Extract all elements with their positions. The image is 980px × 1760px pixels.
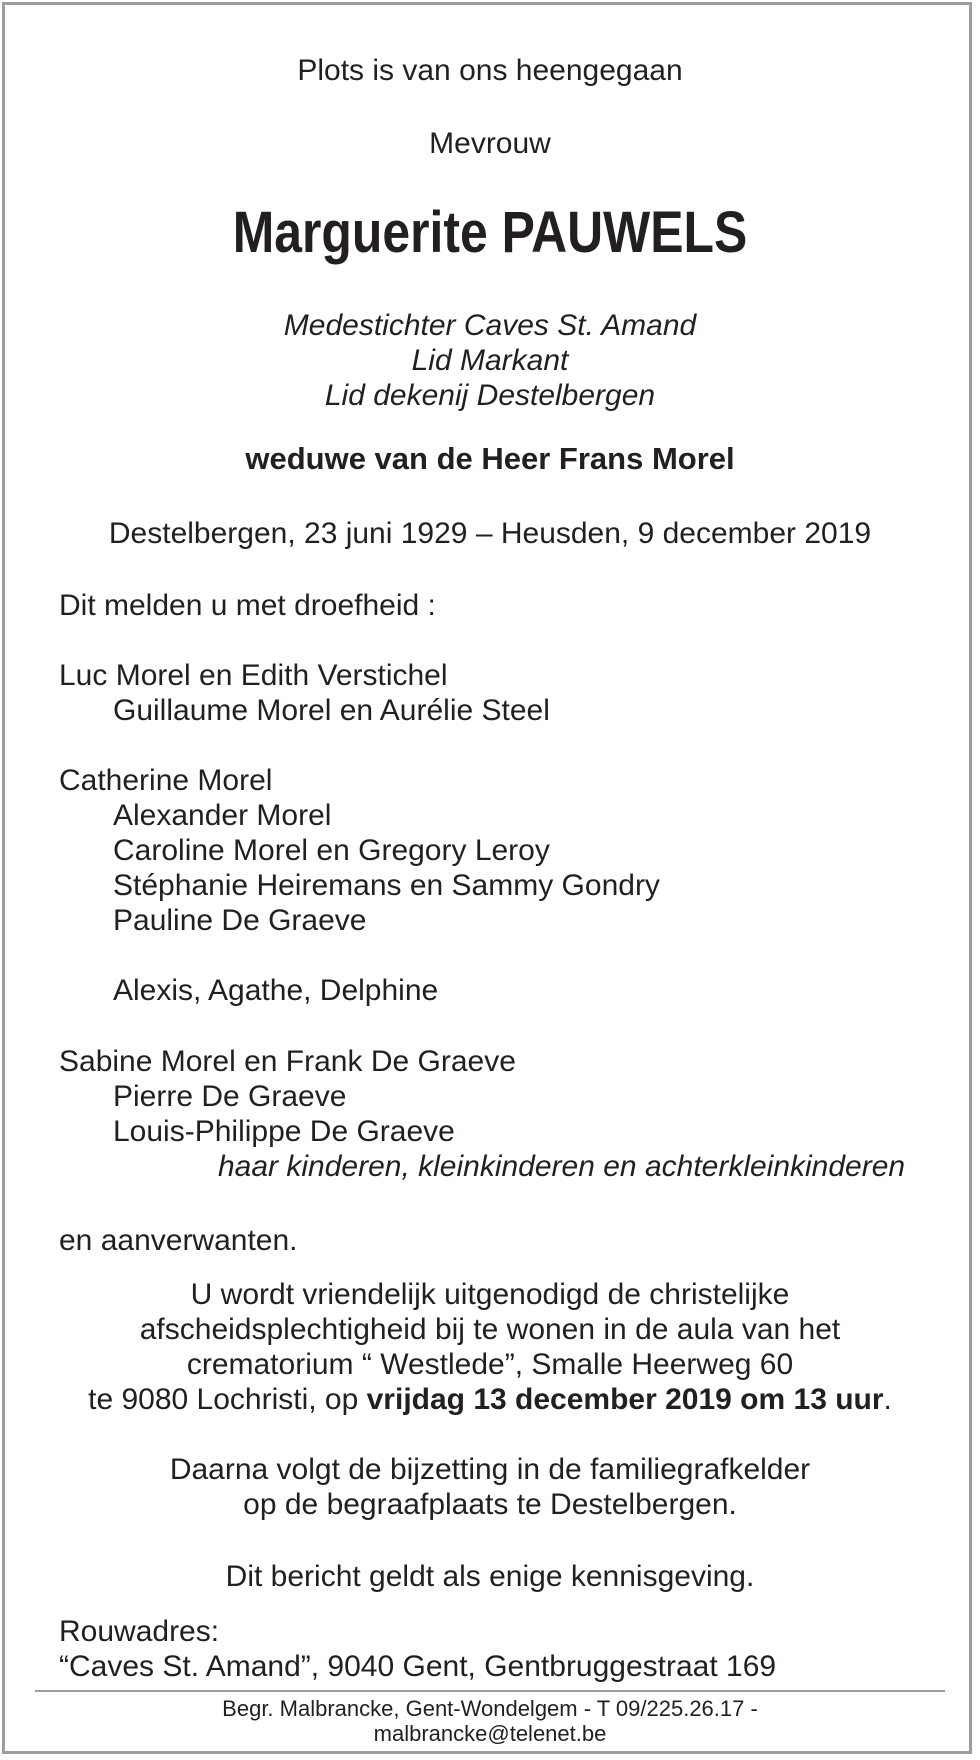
ceremony-location: te 9080 Lochristi, op <box>88 1383 367 1416</box>
family-member: Stéphanie Heiremans en Sammy Gondry <box>113 869 660 902</box>
ceremony-line: afscheidsplechtigheid bij te wonen in de aula van het <box>139 1313 841 1346</box>
notice-line: Dit bericht geldt als enige kennisgeving. <box>225 1560 755 1593</box>
intro-text: Plots is van ons heengegaan <box>297 54 683 87</box>
family-head: Sabine Morel en Frank De Graeve <box>59 1045 516 1078</box>
family-member: Pierre De Graeve <box>113 1080 347 1113</box>
family-head: Catherine Morel <box>59 764 273 797</box>
deceased-name: Marguerite PAUWELS <box>232 200 748 265</box>
role-line: Lid dekenij Destelbergen <box>324 379 656 412</box>
family-member: Alexander Morel <box>113 799 332 832</box>
footer-line: Begr. Malbrancke, Gent-Wondelgem - T 09/225.26.17 - <box>222 1696 758 1721</box>
life-dates: Destelbergen, 23 juni 1929 – Heusden, 9 december 2019 <box>108 517 872 550</box>
footer-email: malbrancke@telenet.be <box>373 1721 607 1746</box>
ceremony-date: vrijdag 13 december 2019 om 13 uur <box>366 1383 884 1416</box>
salutation: Mevrouw <box>429 127 551 160</box>
widow-of-line: weduwe van de Heer Frans Morel <box>245 441 735 476</box>
relatives-line: en aanverwanten. <box>59 1224 298 1257</box>
ceremony-line: U wordt vriendelijk uitgenodigd de christelijke <box>190 1278 790 1311</box>
ceremony-period: . <box>883 1383 892 1416</box>
ceremony-line: crematorium “ Westlede”, Smalle Heerweg 60 <box>186 1348 794 1381</box>
family-member: Caroline Morel en Gregory Leroy <box>113 834 550 867</box>
role-line: Lid Markant <box>411 344 569 377</box>
burial-line: op de begraafplaats te Destelbergen. <box>243 1488 737 1521</box>
family-head: Luc Morel en Edith Verstichel <box>59 659 448 692</box>
family-member: Guillaume Morel en Aurélie Steel <box>113 694 550 727</box>
address-value: “Caves St. Amand”, 9040 Gent, Gentbruggestraat 169 <box>59 1650 777 1683</box>
ceremony-datetime-line <box>0 1382 980 1418</box>
family-member: Louis-Philippe De Graeve <box>113 1115 455 1148</box>
family-member: Pauline De Graeve <box>113 904 367 937</box>
role-line: Medestichter Caves St. Amand <box>283 309 697 342</box>
burial-line: Daarna volgt de bijzetting in de familiegrafkelder <box>169 1453 811 1486</box>
announcement: Dit melden u met droefheid : <box>59 589 436 622</box>
address-label: Rouwadres: <box>59 1615 220 1648</box>
great-grandchildren: Alexis, Agathe, Delphine <box>113 974 439 1007</box>
footer-divider <box>35 1690 945 1692</box>
family-relation: haar kinderen, kleinkinderen en achterkleinkinderen <box>218 1150 906 1183</box>
